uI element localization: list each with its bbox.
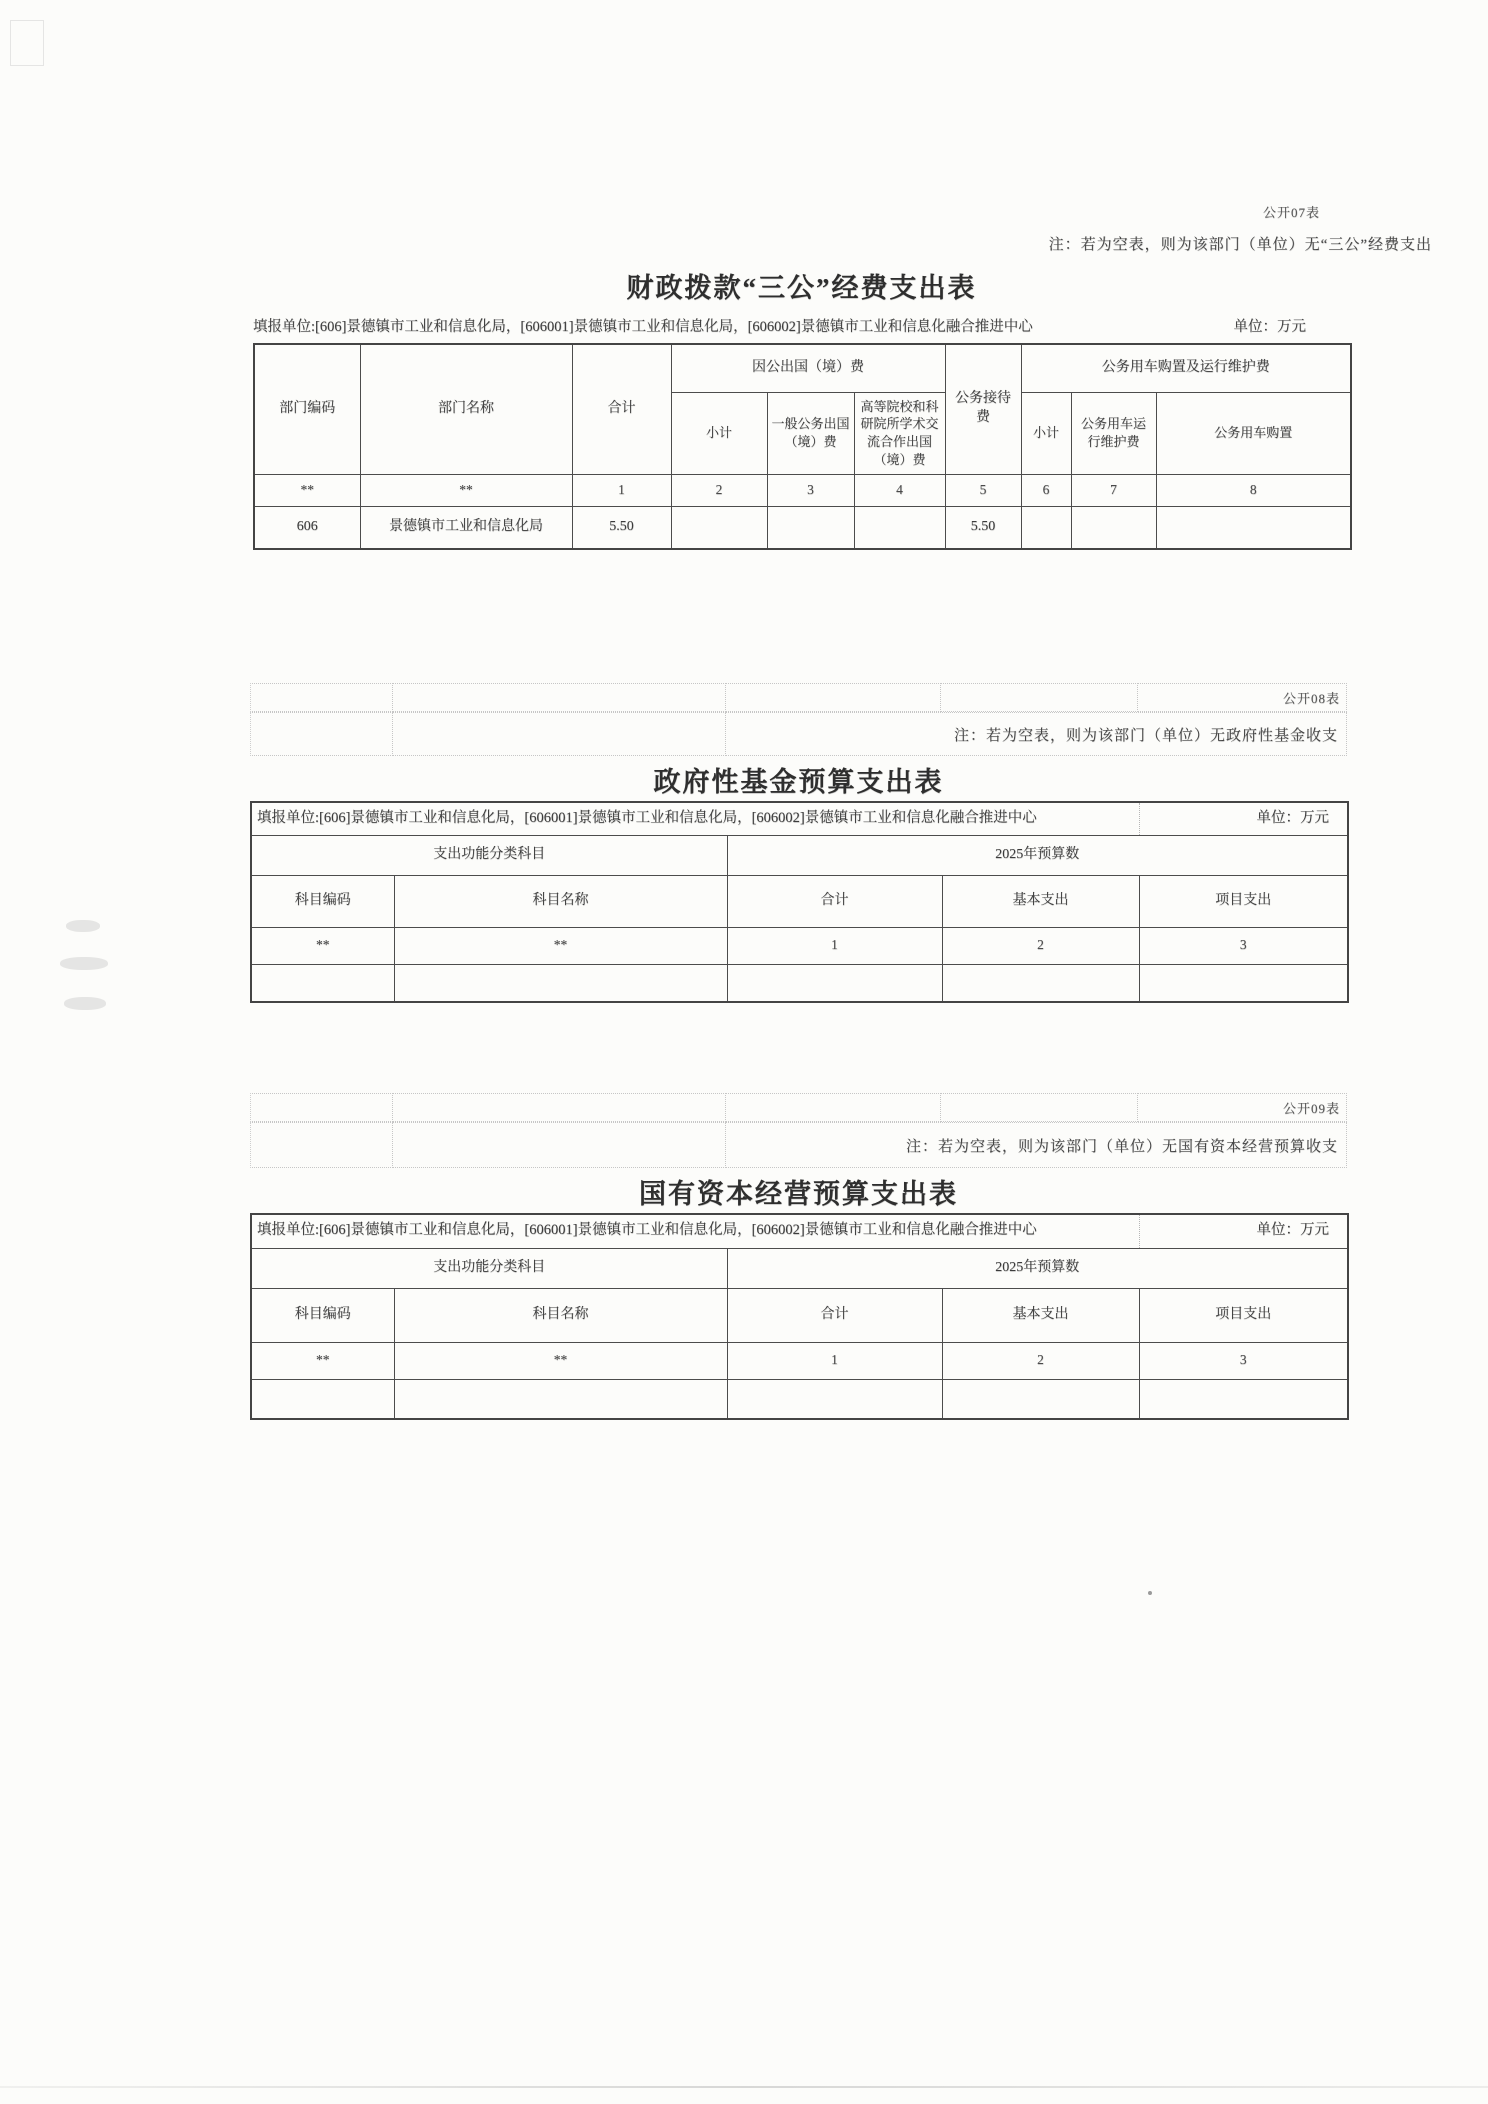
faint-grid-row (250, 1093, 1347, 1122)
index-cell: ** (394, 927, 727, 964)
faint-grid-cell (393, 712, 726, 756)
col-header-project: 项目支出 (1139, 875, 1348, 927)
cell-dept-name: 景德镇市工业和信息化局 (360, 506, 572, 549)
scan-artifact (1148, 1591, 1152, 1595)
empty-cell (727, 1379, 942, 1419)
table-title: 政府性基金预算支出表 (653, 767, 944, 797)
index-cell: ** (254, 474, 360, 506)
three-public-expense-table (253, 343, 1352, 550)
scan-artifact (0, 2086, 1488, 2088)
empty-cell (942, 1379, 1139, 1419)
faint-grid-cell (250, 1093, 393, 1122)
faint-grid-cell (250, 683, 393, 712)
unit-label: 单位：万元 (1139, 1214, 1348, 1248)
scan-artifact (64, 997, 106, 1010)
index-cell: ** (394, 1342, 727, 1379)
cell-abroad-academic (854, 506, 945, 549)
state-capital-budget-table (250, 1213, 1349, 1420)
index-cell: 8 (1156, 474, 1351, 506)
cell-total: 5.50 (572, 506, 671, 549)
faint-grid-cell (1138, 1093, 1347, 1122)
index-cell: 4 (854, 474, 945, 506)
cell-abroad-subtotal (671, 506, 767, 549)
table-note: 注：若为空表，则为该部门（单位）无国有资本经营预算收支 (905, 1138, 1338, 1155)
cell-reception: 5.50 (945, 506, 1021, 549)
scan-artifact (66, 920, 100, 932)
col-header-reception: 公务接待费 (945, 344, 1021, 474)
col-header-abroad-general: 一般公务出国（境）费 (767, 392, 854, 474)
col-header-vehicle-subtotal: 小计 (1021, 392, 1071, 474)
reporting-unit-line: 填报单位:[606]景德镇市工业和信息化局，[606001]景德镇市工业和信息化局，[606002]景德镇市工业和信息化融合推进中心 (251, 802, 1139, 835)
index-cell: 2 (671, 474, 767, 506)
cell-abroad-general (767, 506, 854, 549)
sheet-number-label: 公开07表 (1262, 205, 1320, 220)
col-header-basic: 基本支出 (942, 875, 1139, 927)
empty-cell (1139, 1379, 1348, 1419)
index-cell: 1 (727, 927, 942, 964)
empty-cell (727, 964, 942, 1002)
reporting-unit-line: 填报单位:[606]景德镇市工业和信息化局，[606001]景德镇市工业和信息化局，[606002]景德镇市工业和信息化融合推进中心 (251, 1214, 1139, 1248)
col-header-total: 合计 (727, 875, 942, 927)
col-header-subject-name: 科目名称 (394, 875, 727, 927)
col-header-subject-name: 科目名称 (394, 1288, 727, 1342)
empty-cell (251, 964, 394, 1002)
faint-grid-cell (250, 1122, 393, 1168)
table-note: 注：若为空表，则为该部门（单位）无政府性基金收支 (953, 727, 1338, 744)
col-header-function-group: 支出功能分类科目 (251, 1248, 727, 1288)
faint-grid-cell (941, 683, 1138, 712)
scan-artifact (60, 957, 108, 970)
index-cell: 6 (1021, 474, 1071, 506)
col-header-subject-code: 科目编码 (251, 875, 394, 927)
faint-grid-cell (726, 1093, 941, 1122)
faint-grid-cell (1138, 683, 1347, 712)
unit-label: 单位：万元 (1139, 802, 1348, 835)
cell-dept-code: 606 (254, 506, 360, 549)
unit-label: 单位：万元 (1233, 318, 1306, 335)
table-title: 财政拨款“三公”经费支出表 (626, 273, 977, 303)
index-cell: 1 (727, 1342, 942, 1379)
faint-grid-cell (941, 1093, 1138, 1122)
gov-fund-budget-table (250, 801, 1349, 1003)
col-header-dept-code: 部门编码 (254, 344, 360, 474)
col-header-abroad-academic: 高等院校和科研院所学术交流合作出国（境）费 (854, 392, 945, 474)
col-header-dept-name: 部门名称 (360, 344, 572, 474)
col-header-subject-code: 科目编码 (251, 1288, 394, 1342)
cell-vehicle-subtotal (1021, 506, 1071, 549)
sheet-number-label: 公开09表 (1282, 1101, 1340, 1116)
index-cell: 7 (1071, 474, 1156, 506)
table-row (251, 964, 1348, 1002)
col-header-budget-group: 2025年预算数 (727, 835, 1348, 875)
scan-artifact (10, 20, 44, 66)
index-cell: ** (360, 474, 572, 506)
faint-grid-cell (393, 683, 726, 712)
faint-grid-cell (726, 683, 941, 712)
table-row (251, 1379, 1348, 1419)
col-header-vehicle-operation: 公务用车运行维护费 (1071, 392, 1156, 474)
empty-cell (394, 964, 727, 1002)
table-row (254, 506, 1351, 549)
reporting-unit-row (253, 311, 1350, 339)
empty-cell (1139, 964, 1348, 1002)
index-cell: ** (251, 1342, 394, 1379)
col-header-basic: 基本支出 (942, 1288, 1139, 1342)
faint-grid-row (250, 712, 1347, 756)
index-cell: 3 (1139, 927, 1348, 964)
col-header-total: 合计 (572, 344, 671, 474)
faint-grid-row (250, 683, 1347, 712)
index-cell: 1 (572, 474, 671, 506)
cell-vehicle-purchase (1156, 506, 1351, 549)
col-header-budget-group: 2025年预算数 (727, 1248, 1348, 1288)
faint-grid-cell (726, 1122, 1347, 1168)
col-header-function-group: 支出功能分类科目 (251, 835, 727, 875)
cell-vehicle-operation (1071, 506, 1156, 549)
col-header-abroad-subtotal: 小计 (671, 392, 767, 474)
index-cell: 5 (945, 474, 1021, 506)
faint-grid-cell (393, 1122, 726, 1168)
faint-grid-cell (726, 712, 1347, 756)
index-cell: 3 (1139, 1342, 1348, 1379)
faint-grid-row (250, 1122, 1347, 1168)
reporting-unit-line: 填报单位:[606]景德镇市工业和信息化局，[606001]景德镇市工业和信息化局，[606002]景德镇市工业和信息化融合推进中心 (253, 318, 1033, 335)
faint-grid-cell (393, 1093, 726, 1122)
col-header-abroad-group: 因公出国（境）费 (671, 344, 945, 392)
table-note: 注：若为空表，则为该部门（单位）无“三公”经费支出 (1048, 237, 1432, 253)
col-header-vehicle-group: 公务用车购置及运行维护费 (1021, 344, 1351, 392)
index-cell: ** (251, 927, 394, 964)
empty-cell (251, 1379, 394, 1419)
col-header-project: 项目支出 (1139, 1288, 1348, 1342)
sheet-number-label: 公开08表 (1282, 691, 1340, 706)
col-header-total: 合计 (727, 1288, 942, 1342)
index-cell: 2 (942, 1342, 1139, 1379)
faint-grid-cell (250, 712, 393, 756)
index-cell: 3 (767, 474, 854, 506)
index-cell: 2 (942, 927, 1139, 964)
table-title: 国有资本经营预算支出表 (639, 1179, 958, 1209)
empty-cell (942, 964, 1139, 1002)
empty-cell (394, 1379, 727, 1419)
col-header-vehicle-purchase: 公务用车购置 (1156, 392, 1351, 474)
